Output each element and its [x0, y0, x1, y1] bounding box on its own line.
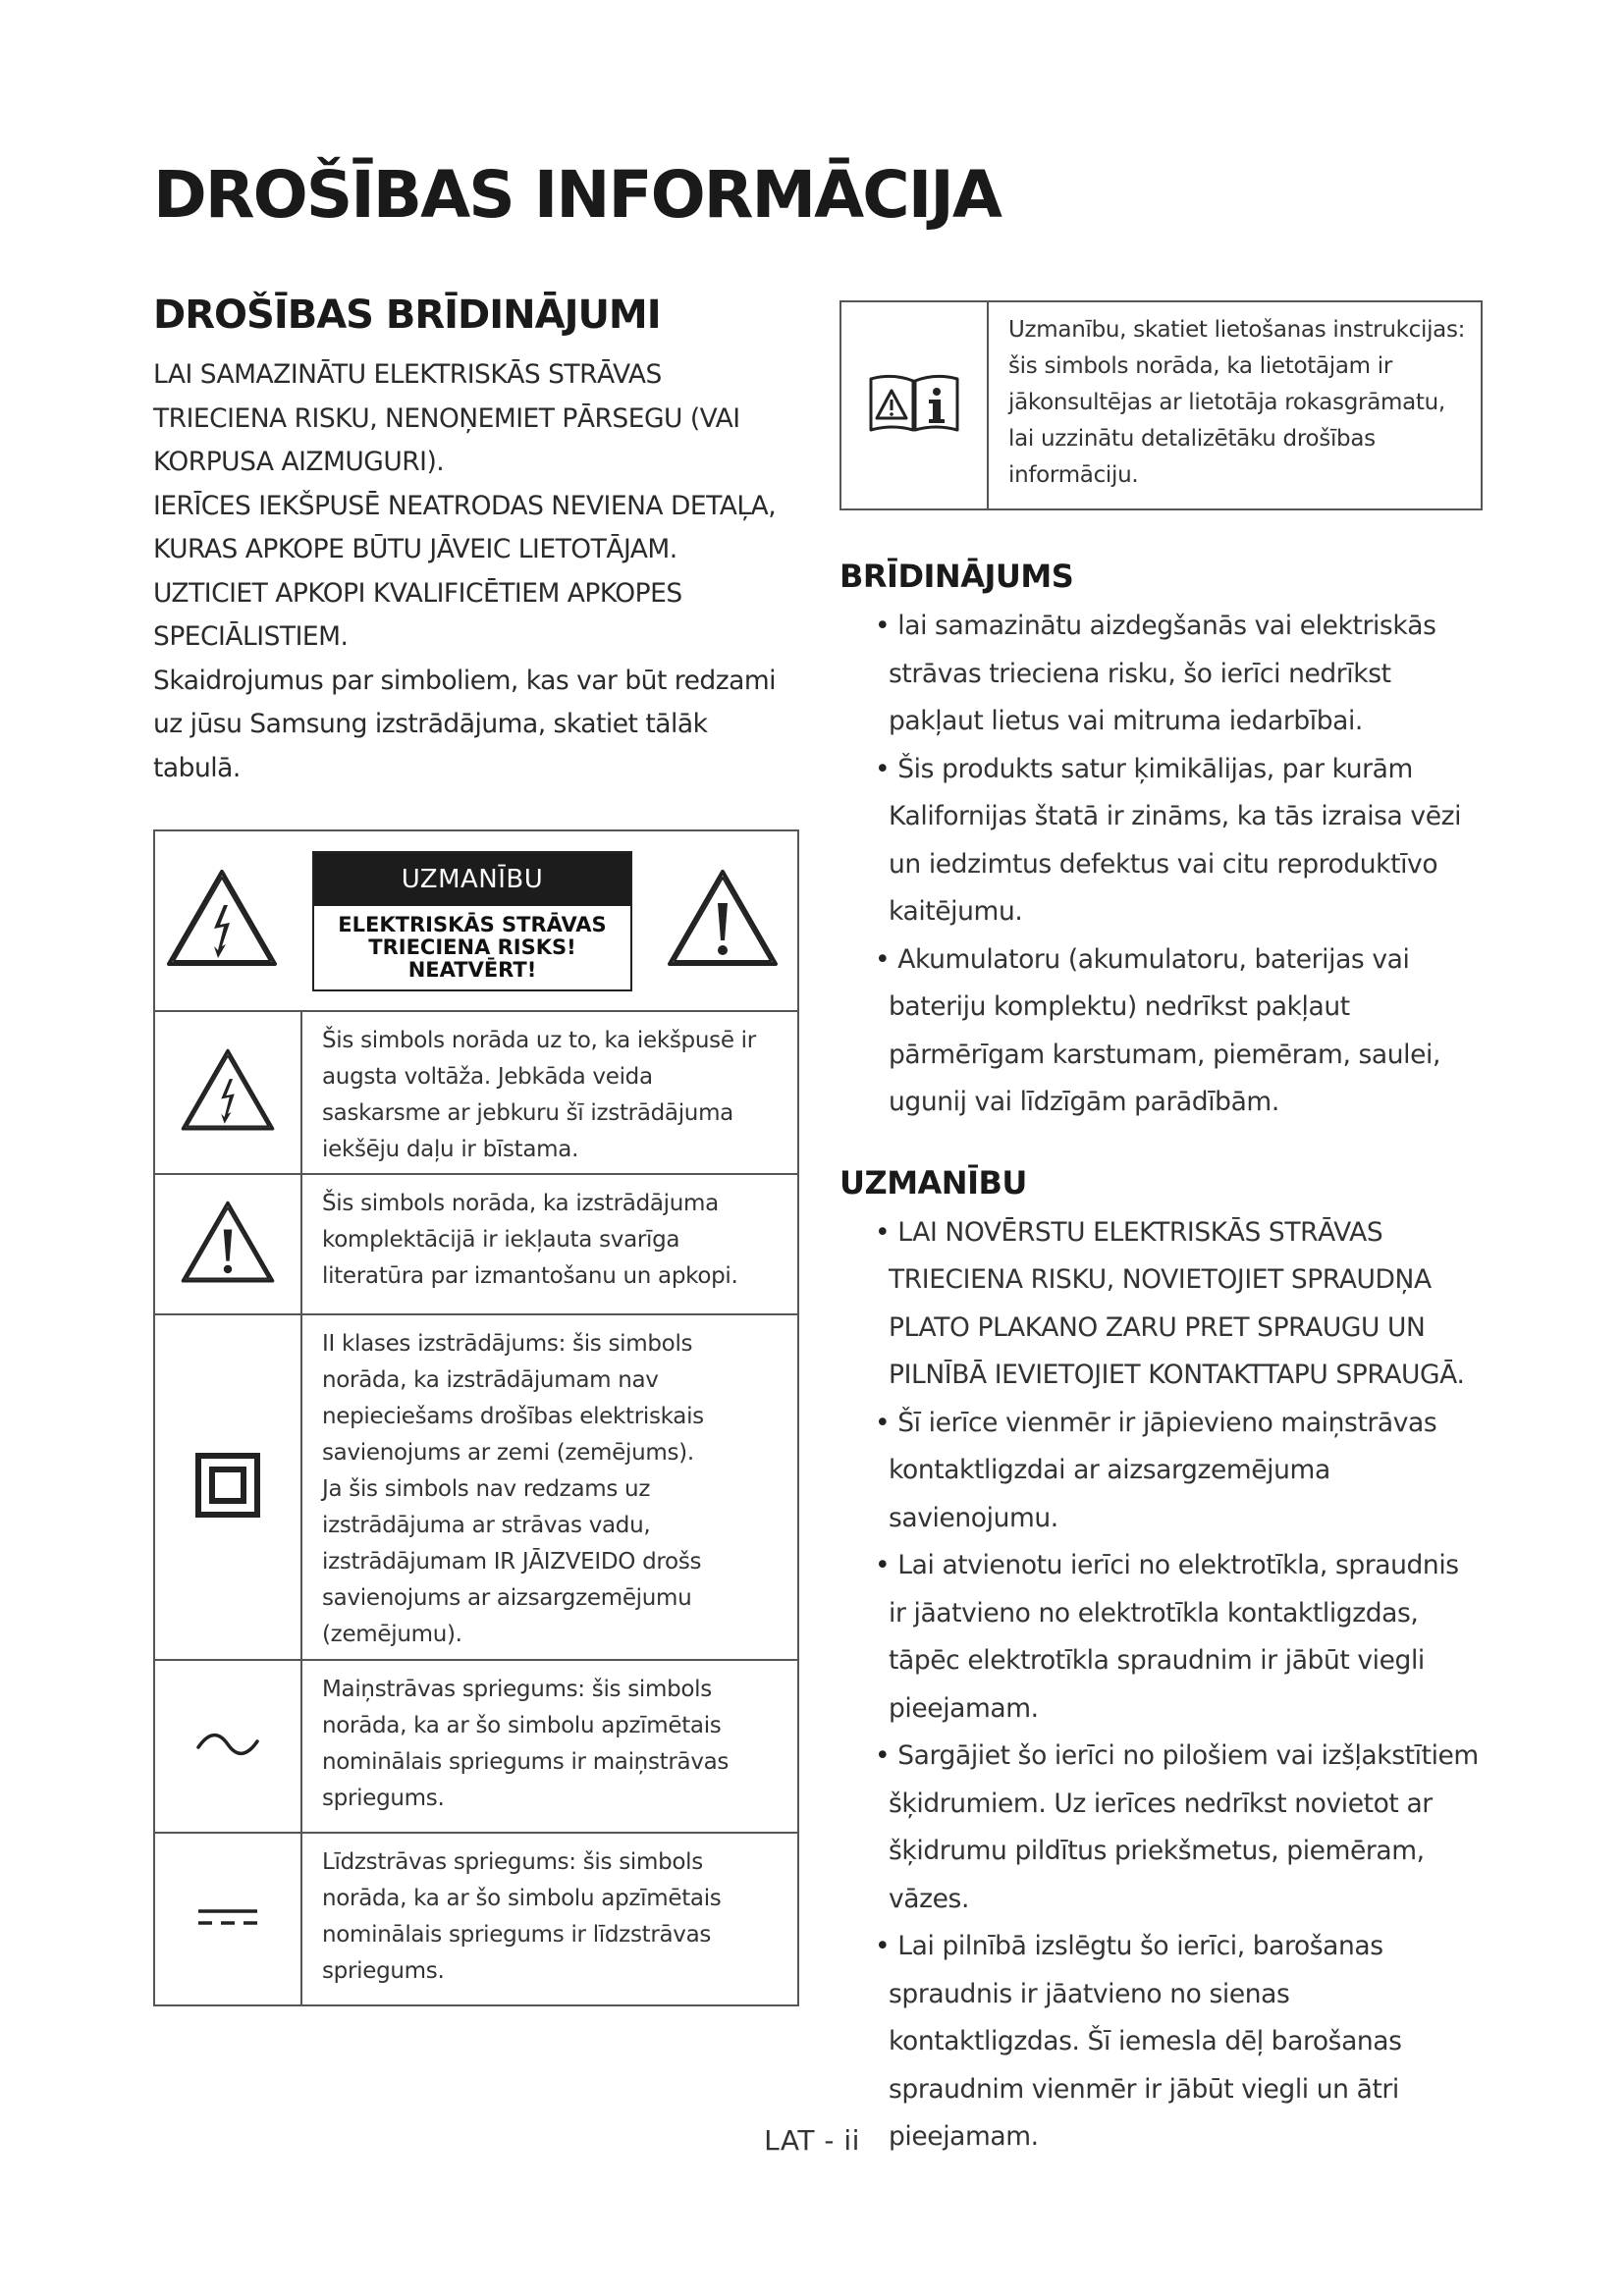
caution-label-box [312, 851, 632, 991]
manual-warning-icon [867, 373, 961, 438]
manual-info-box [839, 300, 1483, 510]
exclamation-triangle-icon [666, 868, 780, 974]
intro-paragraph: Skaidrojumus par simboliem, kas var būt redzami uz jūsu Samsung izstrādājuma, skatiet tālāk tabulā. [153, 665, 777, 783]
intro-paragraph: LAI SAMAZINĀTU ELEKTRISKĀS STRĀVAS TRIECIENA RISKU, NENOŅEMIET PĀRSEGU (VAI KORPUSA AIZMUGURI). [153, 359, 740, 477]
list-item: • Šī ierīce vienmēr ir jāpievieno maiņstrāvas kontaktligzdai ar aizsargzemējuma savienojumu. [875, 1407, 1437, 1533]
left-column [153, 293, 795, 2006]
symbols-table-row [155, 1315, 797, 1661]
list-item: • Lai atvienotu ierīci no elektrotīkla, spraudnis ir jāatvieno no elektrotīkla kontaktligzdas, tāpēc elektrotīkla spraudnim ir jābūt viegli pieejamam. [875, 1550, 1459, 1724]
symbols-table-row [155, 1175, 797, 1315]
list-item: • Sargājiet šo ierīci no pilošiem vai izšļakstītiem šķidrumiem. Uz ierīces nedrīkst novietot ar šķidrumu pildītus priekšmetus, piemēram, vāzes. [875, 1740, 1479, 1914]
caution-title: UZMANĪBU [839, 1163, 1027, 1201]
lightning-triangle-icon [165, 868, 279, 974]
symbols-table-row [155, 1661, 797, 1834]
page-number: LAT - ii [764, 2124, 860, 2157]
intro-paragraph: IERĪCES IEKŠPUSĒ NEATRODAS NEVIENA DETAĻA, KURAS APKOPE BŪTU JĀVEIC LIETOTĀJAM. UZTICIET APKOPI KVALIFICĒTIEM APKOPES SPECIĀLISTIEM. [153, 490, 777, 652]
warning-list [839, 603, 1483, 1127]
list-item: • Lai pilnībā izslēgtu šo ierīci, barošanas spraudnis ir jāatvieno no sienas kontaktligzdas. Šī iemesla dēļ barošanas spraudnim vienmēr ir jābūt viegli un ātri pieejamam. [875, 1931, 1402, 2152]
lightning-triangle-icon [180, 1047, 276, 1138]
symbol-description: Maiņstrāvas spriegums: šis simbols norāda, ka ar šo simbolu apzīmētais nominālais spriegums ir maiņstrāvas spriegums. [322, 1677, 730, 1811]
symbols-table-row [155, 1834, 797, 2004]
symbol-description: Līdzstrāvas spriegums: šis simbols norāda, ka ar šo simbolu apzīmētais nominālais spriegums ir līdzstrāvas spriegums. [322, 1849, 722, 1984]
page-title: DROŠĪBAS INFORMĀCIJA [153, 157, 1001, 233]
caution-list [839, 1209, 1483, 2162]
exclamation-triangle-icon [180, 1200, 276, 1290]
intro-text [153, 353, 795, 790]
section-title-safety-warnings: DROŠĪBAS BRĪDINĀJUMI [153, 293, 661, 338]
symbol-description: II klases izstrādājums: šis simbols norāda, ka izstrādājumam nav nepieciešams drošības elektriskais savienojums ar zemi (zemējums). [322, 1331, 704, 1466]
double-square-icon [195, 1453, 260, 1522]
dc-lines-icon [196, 1906, 259, 1932]
symbols-table-row [155, 1012, 797, 1175]
right-column [839, 300, 1483, 2162]
symbols-table-header [155, 831, 797, 1012]
symbol-description: Ja šis simbols nav redzams uz izstrādājuma ar strāvas vadu, izstrādājumam IR JĀIZVEIDO drošs savienojums ar aizsargzemējumu (zemējumu). [322, 1476, 702, 1647]
list-item: • lai samazinātu aizdegšanās vai elektriskās strāvas trieciena risku, šo ierīci nedrīkst pakļaut lietus vai mitruma iedarbībai. [875, 611, 1436, 736]
caution-label-header: UZMANĪBU [314, 853, 630, 906]
symbol-description: Šis simbols norāda uz to, ka iekšpusē ir augsta voltāža. Jebkāda veida saskarsme ar jebkuru šī izstrādājuma iekšēju daļu ir bīstama. [322, 1028, 756, 1162]
warning-title: BRĪDINĀJUMS [839, 558, 1074, 595]
caution-label-body: ELEKTRISKĀS STRĀVAS TRIECIENA RISKS! NEATVĒRT! [338, 912, 607, 982]
symbols-table [153, 829, 799, 2006]
list-item: • LAI NOVĒRSTU ELEKTRISKĀS STRĀVAS TRIECIENA RISKU, NOVIETOJIET SPRAUDŅA PLATO PLAKANO ZARU PRET SPRAUGU UN PILNĪBĀ IEVIETOJIET KONTAKTTAPU SPRAUGĀ. [875, 1216, 1465, 1390]
ac-wave-icon [195, 1730, 260, 1763]
manual-info-text: Uzmanību, skatiet lietošanas instrukcijas: šis simbols norāda, ka lietotājam ir jākonsultējas ar lietotāja rokasgrāmatu, lai uzzinātu detalizētāku drošības informāciju. [1008, 317, 1466, 488]
symbol-description: Šis simbols norāda, ka izstrādājuma komplektācijā ir iekļauta svarīga literatūra par izmantošanu un apkopi. [322, 1191, 738, 1289]
list-item: • Šis produkts satur ķimikālijas, par kurām Kalifornijas štatā ir zināms, ka tās izraisa vēzi un iedzimtus defektus vai citu reproduktīvo kaitējumu. [875, 753, 1462, 927]
list-item: • Akumulatoru (akumulatoru, baterijas vai bateriju komplektu) nedrīkst pakļaut pārmērīgam karstumam, piemēram, saulei, ugunij vai līdzīgām parādībām. [875, 943, 1440, 1117]
